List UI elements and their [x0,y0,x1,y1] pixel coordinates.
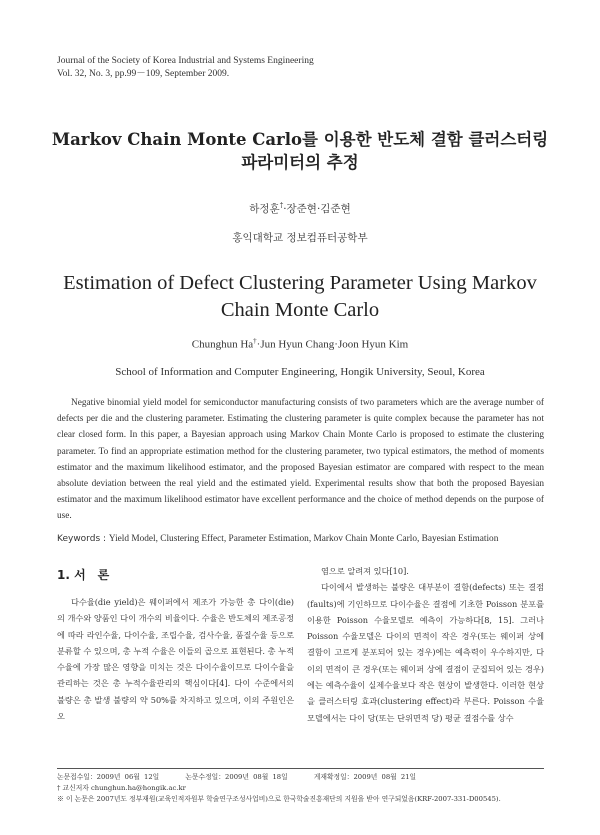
journal-volume: Vol. 32, No. 3, pp.99－109, September 2009. [57,69,230,79]
keywords [57,534,557,544]
right-column [307,563,544,726]
english-title-line1: Estimation of Defect Clustering Parameter Using Markov [63,272,537,294]
journal-name: Journal of the Society of Korea Industrial and Systems Engineering [57,56,314,66]
english-author-1: Chunghun Ha [191,338,254,351]
footnotes [57,772,557,806]
keywords-label: Keywords : [57,534,109,544]
korean-title-line1: Markov Chain Monte Carlo를 이용한 반도체 결함 클러스터링 [51,130,549,149]
english-affiliation: School of Information and Computer Engineering, Hongik University, Seoul, Korea [115,366,485,378]
korean-corresponding-mark: † [279,201,284,210]
received-date: 논문접수일：2009년 06월 12일 [57,773,160,781]
submission-dates [57,772,557,783]
english-title-line2: Chain Monte Carlo [220,299,380,321]
intro-paragraph-continued: 염으로 알려져 있다[10]. [321,566,409,576]
korean-author-1: 하정훈 [249,203,280,215]
korean-title [0,128,600,174]
revised-date: 논문수정일：2009년 08월 18일 [185,773,288,781]
funding-note: ※ 이 논문은 2007년도 정부재원(교육인적자원부 학술연구조성사업비)으로 한국학술진흥재단의 지원을 받아 연구되었음(KRF-2007-331-D00545). [57,795,501,804]
english-title [0,270,600,324]
korean-other-authors: ·장준현·김준현 [283,203,351,215]
english-corresponding-mark: † [253,337,257,345]
english-authors [0,337,600,351]
intro-paragraph-2: 다이에서 발생하는 불량은 대부분이 결함(defects) 또는 결점(faults)에 기인하므로 다이수율은 결점에 기초한 Poisson 분포를 이용한 Poisson 수율모델로 예측이 가능하다[8, 15]. 그러나 Poisson 수율모델은 다이의 면적이 작은 경우(또는 웨이퍼 상에 결함이 고르게 분포되어 있는 경우)에는 예측력이 우수하지만, 다이의 면적이 큰 경우(또는 웨이퍼 상에 결점이 군집되어 있는 경우)에는 예측수율이 실제수율보다 작은 현상이 발생한다. 이러한 현상을 클러스터링 효과(clustering effect)라 부른다. Poisson 수율모델에서는 다이 당(또는 단위면적 당) 평균 결점수를 상수 [307,582,544,723]
journal-header [57,55,314,81]
korean-affiliation: 홍익대학교 정보컴퓨터공학부 [232,232,368,244]
footnote-divider [57,768,544,769]
english-other-authors: ·Jun Hyun Chang·Joon Hyun Kim [256,338,409,351]
korean-authors [0,201,600,216]
intro-paragraph-1: 다수율(die yield)은 웨이퍼에서 제조가 가능한 총 다이(die)의 개수와 양품인 다이 개수의 비율이다. 수율은 반도체의 제조공정에 따라 라인수율, 다이수율, 조립수율, 검사수율, 품질수율 등으로 분류할 수 있으며, 총 누적 수율은 이들의 곱으로 표현된다. 총 누적수율에 가장 많은 영향을 미치는 것은 다이수율이므로 다이수율을 관리하는 것은 총 누적수율관리의 핵심이다[4]. 다이 수준에서의 불량은 총 발생 불량의 약 50%를 차지하고 있으며, 이의 주원인은 오 [57,597,294,722]
keywords-text: Yield Model, Clustering Effect, Parameter Estimation, Markov Chain Monte Carlo, Bayesian Estimation [108,534,499,544]
corresponding-author-note: † 교신저자 chunghun.ha@hongik.ac.kr [57,784,186,793]
accepted-date: 게재확정일：2009년 08월 21일 [313,773,417,781]
korean-title-line2: 파라미터의 추정 [241,153,359,172]
section-heading: 1. 서 론 [57,568,110,582]
abstract: Negative binomial yield model for semiconductor manufacturing consists of two parameters which are the average number of defects per die and the clustering parameter. Estimating the clustering parameter is quite complex because the parameter has not clear closed form. In this paper, a Bayesian approach using Markov Chain Monte Carlo is proposed to estimate the clustering parameter. To find an appropriate estimation method for the clustering parameter, two typical estimators, the method of moments estimator and the maximum likelihood estimator, and the proposed Bayesian estimator are compared with respect to the mean absolute deviation between the real yield and the estimated yield. Experimental results show that both the proposed Bayesian estimator and the maximum likelihood estimator have excellent performance and the choice of method depends on the purpose of use. [57,398,544,522]
left-column [57,562,294,724]
